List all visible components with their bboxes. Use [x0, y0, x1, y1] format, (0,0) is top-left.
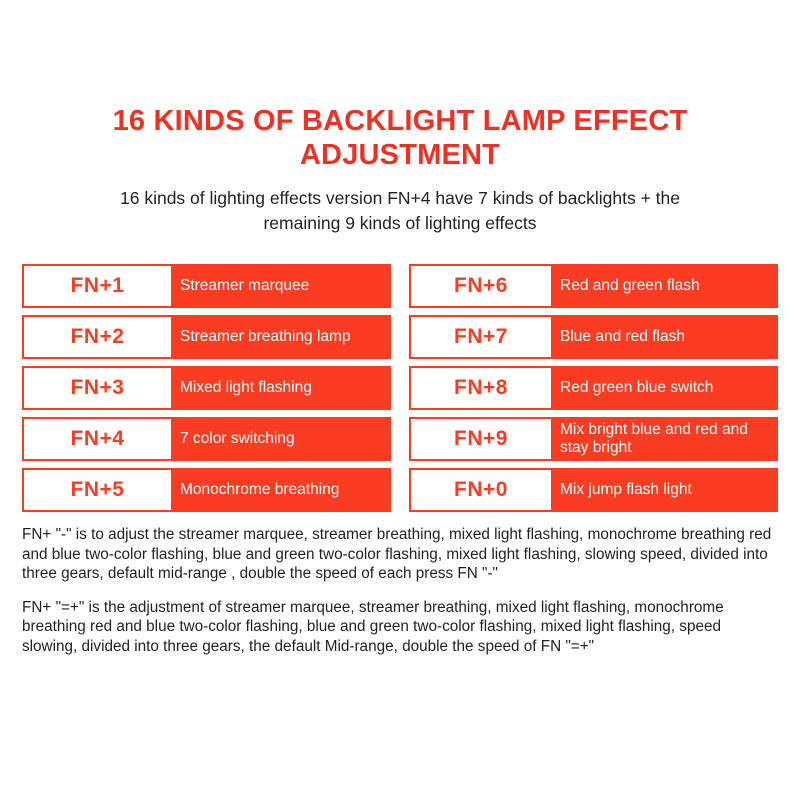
effect-description: Monochrome breathing [180, 481, 340, 498]
effect-description: Red green blue switch [560, 379, 714, 396]
page-title: 16 KINDS OF BACKLIGHT LAMP EFFECT ADJUSTMENT [112, 105, 688, 171]
effect-description: 7 color switching [180, 430, 295, 447]
table-row [409, 366, 778, 410]
shortcut-key: FN+1 [24, 266, 171, 306]
effect-description: Streamer marquee [180, 277, 310, 294]
table-row [22, 366, 391, 410]
effect-description: Mixed light flashing [180, 379, 312, 396]
effects-table [22, 264, 778, 512]
shortcut-key: FN+5 [24, 470, 171, 510]
effect-description: Mix bright blue and red and stay bright [560, 421, 748, 456]
table-row [409, 468, 778, 512]
shortcut-key: FN+2 [24, 317, 171, 357]
shortcut-key: FN+0 [411, 470, 551, 510]
page-subtitle: 16 kinds of lighting effects version FN+4 have 7 kinds of backlights + the remaining 9 kinds of lighting effects [120, 188, 680, 233]
effects-column-right [409, 264, 778, 512]
notes-section [22, 525, 778, 656]
shortcut-key: FN+3 [24, 368, 171, 408]
shortcut-key: FN+6 [411, 266, 551, 306]
shortcut-key: FN+9 [411, 419, 551, 459]
effects-column-left [22, 264, 391, 512]
table-row [22, 264, 391, 308]
shortcut-key: FN+4 [24, 419, 171, 459]
effect-description: Streamer breathing lamp [180, 328, 351, 345]
table-row [22, 468, 391, 512]
table-row [22, 315, 391, 359]
note-paragraph: FN+ "-" is to adjust the streamer marquee, streamer breathing, mixed light flashing, monochrome breathing red and blue two-color flashing, blue and green two-color flashing, mixed light flashing, slowing speed, divided into three gears, default mid-range , double the speed of each press FN "-" [22, 526, 772, 582]
table-row [22, 417, 391, 461]
shortcut-key: FN+7 [411, 317, 551, 357]
effect-description: Blue and red flash [560, 328, 685, 345]
table-row [409, 315, 778, 359]
shortcut-key: FN+8 [411, 368, 551, 408]
table-row [409, 417, 778, 461]
effect-description: Red and green flash [560, 277, 700, 294]
table-row [409, 264, 778, 308]
effect-description: Mix jump flash light [560, 481, 692, 498]
note-paragraph: FN+ "=+" is the adjustment of streamer marquee, streamer breathing, mixed light flashing, monochrome breathing red and blue two-color flashing, blue and green two-color flashing, mixed light flashing, speed slowing, divided into three gears, the default Mid-range, double the speed of FN "=+" [22, 598, 724, 655]
